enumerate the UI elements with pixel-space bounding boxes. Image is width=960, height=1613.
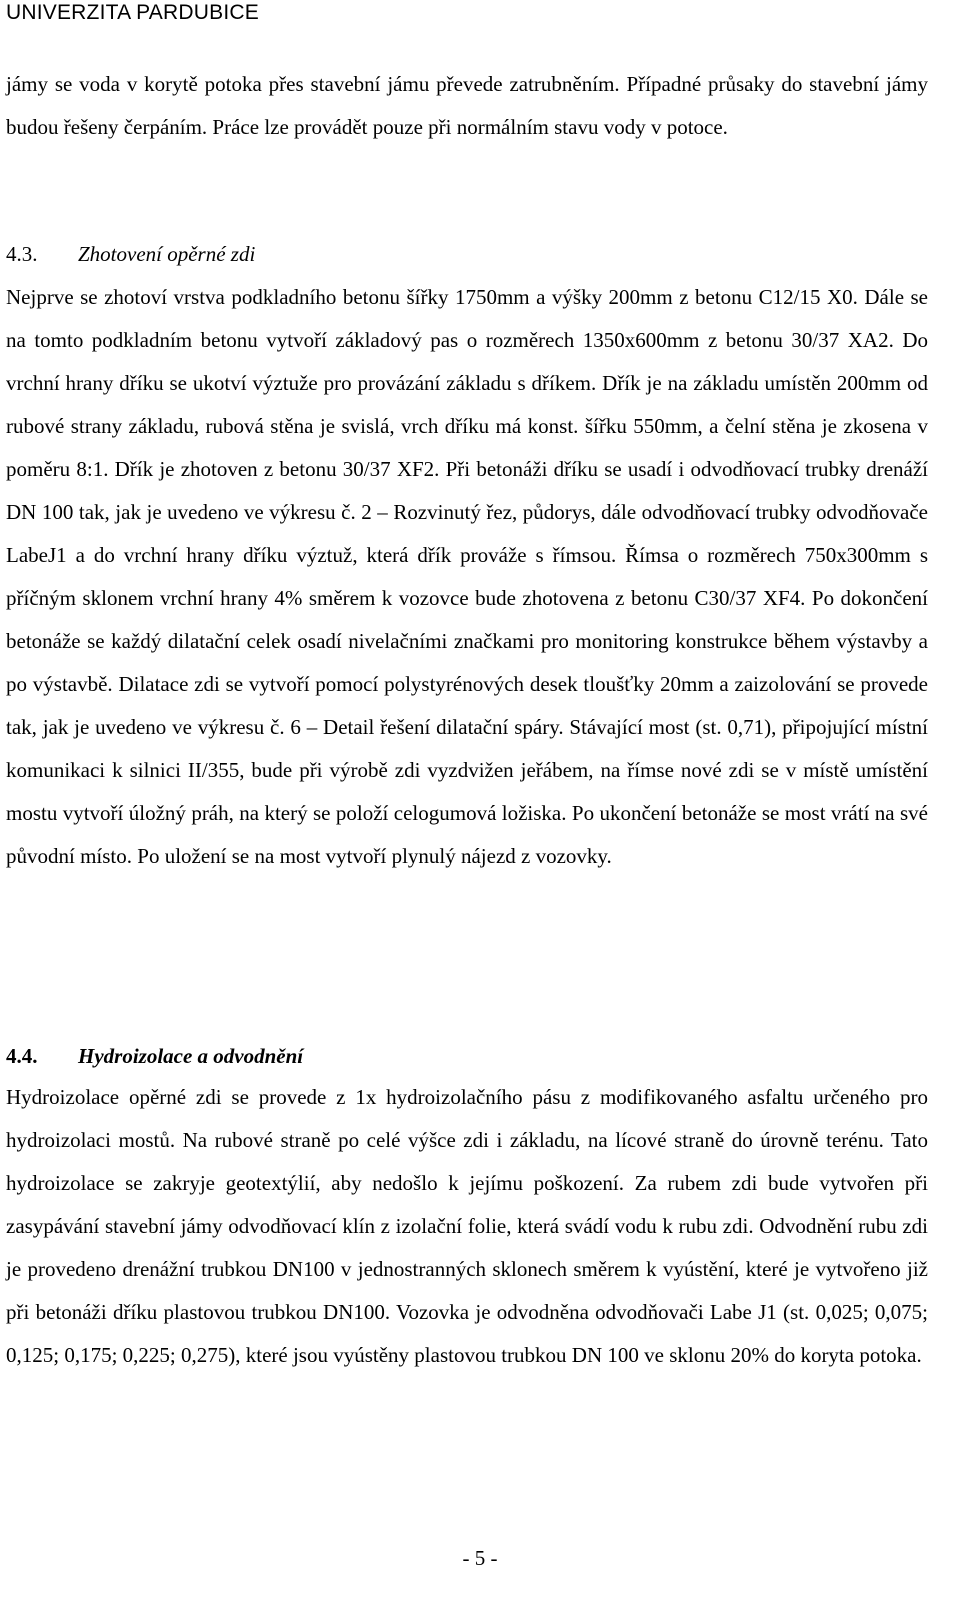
- section-number: 4.3.: [6, 242, 38, 266]
- section-title: Hydroizolace a odvodnění: [78, 1044, 304, 1068]
- page-header: UNIVERZITA PARDUBICE: [6, 1, 259, 24]
- section-number: 4.4.: [6, 1044, 38, 1068]
- waterproofing-paragraph: Hydroizolace opěrné zdi se provede z 1x hydroizolačního pásu z modifikovaného asfaltu určeného pro hydroizolaci mostů. Na rubové straně po celé výšce zdi i základu, na lícové straně do úrovně terénu. Tato hydroizolace se zakryje geotextýlií, aby nedošlo k jejímu poškození. Za rubem zdi bude vytvořen při zasypávání stavební jámy odvodňovací klín z izolační folie, která svádí vodu k rubu zdi. Odvodnění rubu zdi je provedeno drenážní trubkou DN100 v jednostranných sklonech směrem k vyústění, které je vytvořeno již při betonáži dříku plastovou trubkou DN100. Vozovka je odvodněna odvodňovači Labe J1 (st. 0,025; 0,075; 0,125; 0,175; 0,225; 0,275), které jsou vyústěny plastovou trubkou DN 100 ve sklonu 20% do koryta potoka.: [6, 1085, 928, 1367]
- section-heading-4-4: [6, 1035, 303, 1078]
- retaining-wall-paragraph: Nejprve se zhotoví vrstva podkladního betonu šířky 1750mm a výšky 200mm z betonu C12/15 X0. Dále se na tomto podkladním betonu vytvoří základový pas o rozměrech 1350x600mm z betonu 30/37 XA2. Do vrchní hrany dříku se ukotví výztuže pro provázání základu s dříkem. Dřík je na základu umístěn 200mm od rubové strany základu, rubová stěna je svislá, vrch dříku má konst. šířku 550mm, a čelní stěna je zkosena v poměru 8:1. Dřík je zhotoven z betonu 30/37 XF2. Při betonáži dříku se usadí i odvodňovací trubky drenáží DN 100 tak, jak je uvedeno ve výkresu č. 2 – Rozvinutý řez, půdorys, dále odvodňovací trubky odvodňovače LabeJ1 a do vrchní hrany dříku výztuž, která dřík prováže s římsou. Římsa o rozměrech 750x300mm s příčným sklonem vrchní hrany 4% směrem k vozovce bude zhotovena z betonu C30/37 XF4. Po dokončení betonáže se každý dilatační celek osadí nivelačními značkami pro monitoring konstrukce během výstavby a po výstavbě. Dilatace zdi se vytvoří pomocí polystyrénových desek tloušťky 20mm a zaizolování se provede tak, jak je uvedeno ve výkresu č. 6 – Detail řešení dilatační spáry. Stávající most (st. 0,71), připojující místní komunikaci k silnici II/355, bude při výrobě zdi vyzdvižen jeřábem, na římse nové zdi se v místě umístění mostu vytvoří úložný práh, na který se položí celogumová ložiska. Po ukončení betonáže se most vrátí na své původní místo. Po uložení se na most vytvoří plynulý nájezd z vozovky.: [6, 285, 928, 868]
- section-title: Zhotovení opěrné zdi: [78, 242, 256, 266]
- intro-paragraph: jámy se voda v korytě potoka přes stavební jámu převede zatrubněním. Případné průsaky do stavební jámy budou řešeny čerpáním. Práce lze provádět pouze při normálním stavu vody v potoce.: [6, 72, 928, 139]
- page-number: - 5 -: [462, 1546, 498, 1570]
- section-heading-4-3: [6, 233, 255, 276]
